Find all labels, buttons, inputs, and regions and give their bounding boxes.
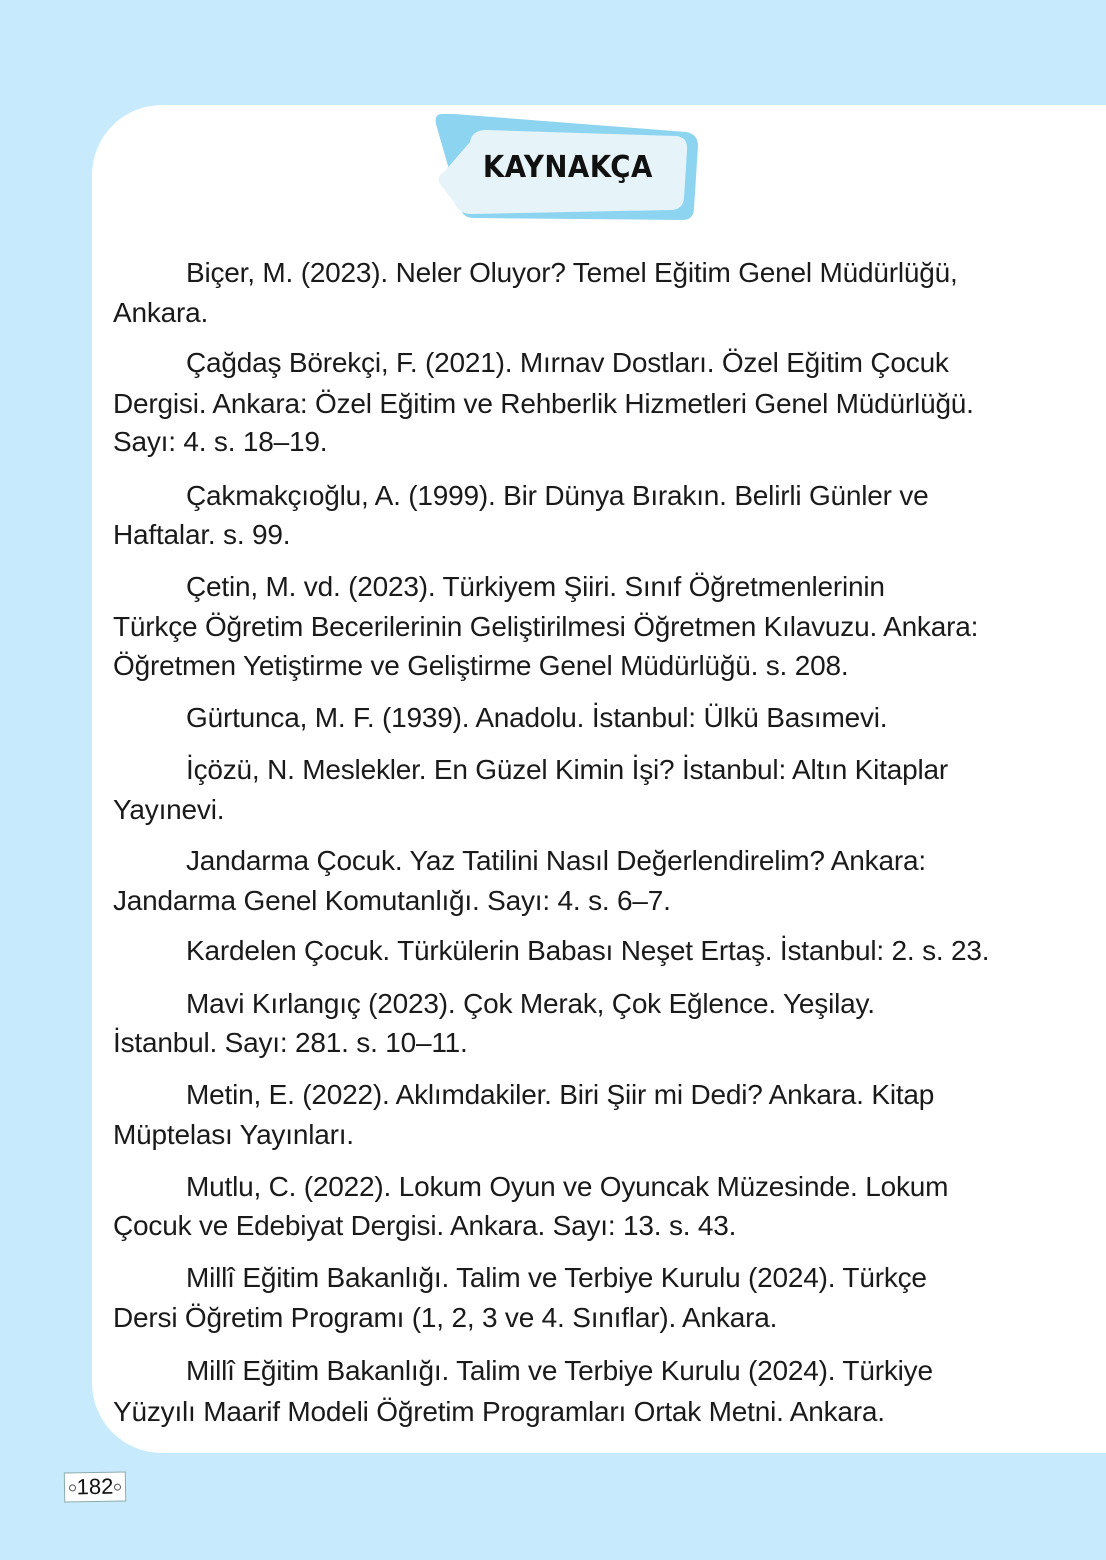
page-title: KAYNAKÇA xyxy=(482,149,653,185)
reference-line: Çağdaş Börekçi, F. (2021). Mırnav Dostları. Özel Eğitim Çocuk xyxy=(186,347,949,378)
reference-line: Kardelen Çocuk. Türkülerin Babası Neşet Ertaş. İstanbul: 2. s. 23. xyxy=(186,935,990,966)
reference-line: Müptelası Yayınları. xyxy=(113,1119,354,1150)
reference-line: Gürtunca, M. F. (1939). Anadolu. İstanbul: Ülkü Basımevi. xyxy=(186,702,888,733)
reference-line: Ankara. xyxy=(113,297,209,328)
reference-line: Millî Eğitim Bakanlığı. Talim ve Terbiye Kurulu (2024). Türkiye xyxy=(186,1355,933,1386)
page-number-badge xyxy=(64,1471,127,1502)
reference-line: Yüzyılı Maarif Modeli Öğretim Programları Ortak Metni. Ankara. xyxy=(113,1396,885,1427)
reference-line: Çetin, M. vd. (2023). Türkiyem Şiiri. Sınıf Öğretmenlerinin xyxy=(186,571,885,602)
reference-line: Biçer, M. (2023). Neler Oluyor? Temel Eğitim Genel Müdürlüğü, xyxy=(186,257,958,288)
rivet-icon xyxy=(69,1484,76,1491)
reference-line: Sayı: 4. s. 18–19. xyxy=(113,426,328,457)
reference-line: Millî Eğitim Bakanlığı. Talim ve Terbiye Kurulu (2024). Türkçe xyxy=(186,1262,927,1293)
rivet-icon xyxy=(114,1484,121,1491)
reference-line: İçözü, N. Meslekler. En Güzel Kimin İşi? İstanbul: Altın Kitaplar xyxy=(186,754,949,785)
reference-line: Çocuk ve Edebiyat Dergisi. Ankara. Sayı: 13. s. 43. xyxy=(113,1210,737,1241)
reference-line: Yayınevi. xyxy=(113,794,225,825)
page-number: 182 xyxy=(76,1473,114,1500)
reference-line: Öğretmen Yetiştirme ve Geliştirme Genel Müdürlüğü. s. 208. xyxy=(113,650,849,681)
reference-line: İstanbul. Sayı: 281. s. 10–11. xyxy=(113,1027,468,1058)
reference-line: Jandarma Genel Komutanlığı. Sayı: 4. s. 6–7. xyxy=(113,885,671,916)
reference-line: Metin, E. (2022). Aklımdakiler. Biri Şiir mi Dedi? Ankara. Kitap xyxy=(186,1079,935,1110)
reference-line: Türkçe Öğretim Becerilerinin Geliştirilmesi Öğretmen Kılavuzu. Ankara: xyxy=(113,611,979,642)
reference-line: Çakmakçıoğlu, A. (1999). Bir Dünya Bırakın. Belirli Günler ve xyxy=(186,480,929,511)
reference-line: Haftalar. s. 99. xyxy=(113,519,291,550)
reference-line: Dergisi. Ankara: Özel Eğitim ve Rehberlik Hizmetleri Genel Müdürlüğü. xyxy=(113,388,974,419)
reference-line: Dersi Öğretim Programı (1, 2, 3 ve 4. Sınıflar). Ankara. xyxy=(113,1302,778,1333)
reference-line: Mutlu, C. (2022). Lokum Oyun ve Oyuncak Müzesinde. Lokum xyxy=(186,1171,949,1202)
reference-line: Jandarma Çocuk. Yaz Tatilini Nasıl Değerlendirelim? Ankara: xyxy=(186,845,926,876)
title-banner xyxy=(432,112,700,222)
reference-line: Mavi Kırlangıç (2023). Çok Merak, Çok Eğlence. Yeşilay. xyxy=(186,988,875,1019)
